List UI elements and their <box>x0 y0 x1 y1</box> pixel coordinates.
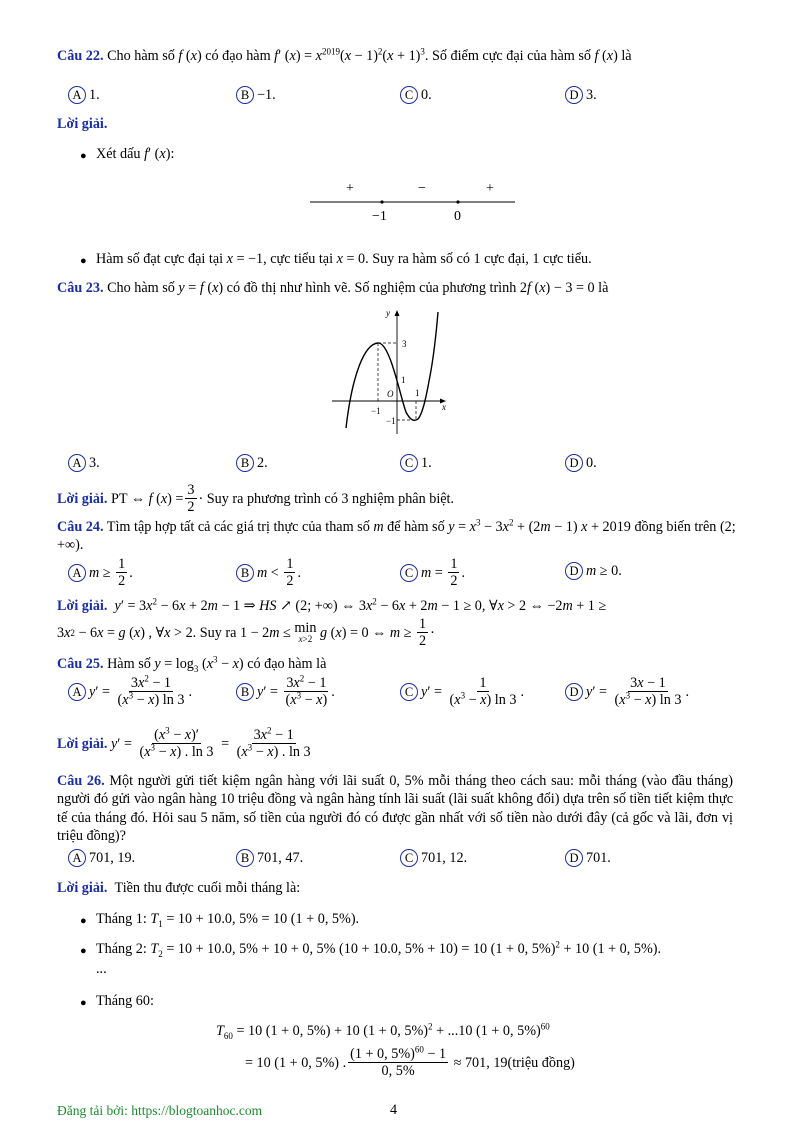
bullet-icon: ● <box>80 915 87 927</box>
option-letter: D <box>565 454 583 472</box>
q23-option-a[interactable] <box>68 454 100 472</box>
option-letter: C <box>400 683 418 701</box>
q24-option-a[interactable]: A m ≥ $\frac{1}{2}$ . <box>68 556 133 590</box>
page-number: 4 <box>390 1102 398 1118</box>
q24-option-d[interactable]: D m ≥ 0. <box>565 562 622 580</box>
option-value: −1. <box>257 87 276 103</box>
tick-label: 1 <box>415 388 420 398</box>
option-letter: C <box>400 849 418 867</box>
sign-chart <box>300 176 525 226</box>
q22-option-d[interactable] <box>565 86 597 104</box>
q24-solution-label: Lời giải. <box>57 598 108 614</box>
option-value: 3. <box>586 87 597 103</box>
bullet-icon: ● <box>80 997 87 1009</box>
q23-text: Câu 23. Cho hàm số y = f (x) có đồ thị như hình vẽ. Số nghiệm của phương trình 2f (x) − 3 = 0 là <box>57 280 609 296</box>
q26-solution-label: Lời giải. <box>57 880 108 896</box>
option-letter: A <box>68 564 86 582</box>
q22-text: Câu 22. Cho hàm số f (x) có đạo hàm f′ $(x) = x^{2019}(x - 1)^2(x + 1)^3$. Số điểm cực đại của hàm số f (x) là <box>57 46 632 64</box>
option-letter: B <box>236 86 254 104</box>
option-letter: C <box>400 564 418 582</box>
y-axis-arrow <box>395 310 400 316</box>
sign-chart-point <box>456 200 459 203</box>
option-letter: B <box>236 683 254 701</box>
q25-solution: Lời giải. y ′ = $\frac{(x^3 - x)'}{(x^3 - x) . \ln 3}$ = $\frac{3x^2 - 1}{(x^3 - x) . \ln 3}$ <box>57 725 311 761</box>
option-value: 2. <box>257 455 268 471</box>
option-value: 1. <box>421 455 432 471</box>
tick-label: 1 <box>401 375 406 385</box>
sign-chart-point <box>380 200 383 203</box>
q26-label: Câu 26. <box>57 773 105 789</box>
option-letter: C <box>400 454 418 472</box>
q26-eq2: = 10 (1 + 0, 5%) . $\frac{(1 + 0, 5\%)^{60} - 1}{0, 5\%}$ ≈ 701, 19(triệu đồng) <box>245 1044 575 1080</box>
q23-label: Câu 23. <box>57 280 104 296</box>
q26-text: Câu 26. Một người gửi tiết kiệm ngân hàng với lãi suất 0, 5% mỗi tháng theo cách sau: mỗi tháng (vào đầu tháng) người đó gửi vào ngân hàng 10 triệu đồng và ngân hàng tính lãi suất (lãi suất không đổi) dựa trên số tiền tiết kiệm thực tế của tháng đó. Hỏi sau 5 năm, số tiền của người đó có được gần nhất với số tiền nào dưới đây (cả gốc và lãi, đơn vị triệu đồng)? <box>57 773 733 845</box>
q22-label: Câu 22. <box>57 48 104 64</box>
q25-option-c[interactable]: C y ′ = $\frac{1}{(x^3 - x) \ln 3}$ . <box>400 675 524 709</box>
sign-minus: − <box>418 181 426 196</box>
bullet-icon: ● <box>80 255 87 267</box>
q24-text: Câu 24. Tìm tập hợp tất cả các giá trị thực của tham số m để hàm số $y = x^3 - 3x^2 + (2m - 1) x + 2019$ đồng biến trên (2; +∞). <box>57 517 736 554</box>
q26-option-b[interactable] <box>236 849 303 867</box>
option-letter: A <box>68 454 86 472</box>
option-value: 701, 47. <box>257 850 304 866</box>
q26-month60: Tháng 60: <box>96 993 154 1009</box>
q22-option-c[interactable] <box>400 86 432 104</box>
footer-posted-by[interactable]: Đăng tải bởi: https://blogtoanhoc.com <box>57 1103 263 1118</box>
q22-bullet1: Xét dấu f′ (x): <box>96 146 175 162</box>
q26-option-a[interactable] <box>68 849 135 867</box>
sign-plus: + <box>346 181 354 196</box>
bullet-icon: ● <box>80 150 87 162</box>
option-letter: D <box>565 562 583 580</box>
option-letter: B <box>236 849 254 867</box>
q22-bullet2: Hàm số đạt cực đại tại x = −1, cực tiểu tại x = 0. Suy ra hàm số có 1 cực đại, 1 cực tiểu. <box>96 251 592 267</box>
option-value: 3. <box>89 455 100 471</box>
q22-solution-label: Lời giải. <box>57 116 108 132</box>
sign-point-label: −1 <box>372 209 387 224</box>
q26-eq1: $T_{60} = 10$ (1 + 0, 5%) + 10 (1 + 0, 5%)$^2$ + ...10 (1 + 0, 5%)$^{60}$ <box>216 1021 550 1041</box>
q22-option-b[interactable] <box>236 86 276 104</box>
option-letter: A <box>68 86 86 104</box>
option-value: 701, 12. <box>421 850 468 866</box>
option-value: 1. <box>89 87 100 103</box>
sign-plus: + <box>486 181 494 196</box>
q25-option-d[interactable]: D y ′ = $\frac{3x - 1}{(x^3 - x) \ln 3}$ . <box>565 675 689 709</box>
q25-text: Câu 25. Hàm số $y = \log_3 (x^3 - x)$ có đạo hàm là <box>57 654 327 674</box>
origin-label: O <box>387 389 394 399</box>
option-letter: C <box>400 86 418 104</box>
q24-option-c[interactable]: C m = $\frac{1}{2}$ . <box>400 556 465 590</box>
q26-month1: Tháng 1: $T_1 = 10 + 10.0$, 5% = 10 (1 + 0, 5%). <box>96 911 360 929</box>
solution-intro-text: Tiền thu được cuối mỗi tháng là: <box>114 880 301 896</box>
q25-solution-label: Lời giải. <box>57 735 108 752</box>
q25-option-a[interactable]: A y ′ = $\frac{3x^2 - 1}{(x^3 - x) \ln 3}$ . <box>68 675 192 709</box>
q26-month2: Tháng 2: $T_2 = 10 + 10.0$, 5% + 10 + 0, 5% (10 + 10.0, 5% + 10) = 10 (1 + 0, 5%)$^2$ + 10 (1 + 0, 5%). <box>96 939 662 959</box>
bullet-icon: ● <box>80 945 87 957</box>
y-axis-label: y <box>386 308 390 318</box>
tick-label: −1 <box>386 416 396 426</box>
q23-solution-label: Lời giải. <box>57 490 108 507</box>
function-curve <box>346 312 438 428</box>
option-value: 0. <box>586 455 597 471</box>
q24-solution-line1: Lời giải. $y' = 3x^2 - 6x + 2m - 1$ ⇒ HS ↗ (2; +∞) ⇔ $3x^2 - 6x + 2m - 1 \ge 0$, ∀x > 2 ⇔ −2m + 1 ≥ <box>57 596 607 614</box>
option-letter: A <box>68 683 86 701</box>
option-letter: D <box>565 86 583 104</box>
option-letter: D <box>565 683 583 701</box>
option-value: 0. <box>421 87 432 103</box>
q24-solution-line2: 3 x 2 − 6 x = g ( x ) , ∀ x > 2. Suy ra 1 − 2 m ≤ min x>2 g ( x ) = 0 ⇔ m ≥ $\frac{1}{2}$ · <box>57 616 435 650</box>
q26-option-c[interactable] <box>400 849 467 867</box>
q23-option-d[interactable] <box>565 454 597 472</box>
x-axis-label: x <box>442 402 446 412</box>
option-letter: D <box>565 849 583 867</box>
q22-option-a[interactable] <box>68 86 100 104</box>
option-value: 701. <box>586 850 611 866</box>
option-letter: B <box>236 454 254 472</box>
tick-label: −1 <box>371 406 381 416</box>
q24-option-b[interactable]: B m < $\frac{1}{2}$ . <box>236 556 301 590</box>
q24-label: Câu 24. <box>57 519 104 535</box>
tick-label: 3 <box>402 339 407 349</box>
q26-solution-intro <box>57 879 300 897</box>
q23-option-b[interactable] <box>236 454 268 472</box>
q26-ellipsis: ... <box>96 961 107 977</box>
q25-option-b[interactable]: B y ′ = $\frac{3x^2 - 1}{(x^3 - x)}$ . <box>236 675 335 709</box>
q26-option-d[interactable] <box>565 849 611 867</box>
q23-option-c[interactable] <box>400 454 432 472</box>
q25-label: Câu 25. <box>57 656 104 672</box>
option-letter: B <box>236 564 254 582</box>
option-letter: A <box>68 849 86 867</box>
option-value: 701, 19. <box>89 850 136 866</box>
q23-solution: Lời giải. PT ⇔ f ( x ) = $\frac{3}{2}$ · Suy ra phương trình có 3 nghiệm phân biệt. <box>57 482 455 516</box>
function-graph <box>330 306 455 436</box>
sign-point-label: 0 <box>454 209 461 224</box>
